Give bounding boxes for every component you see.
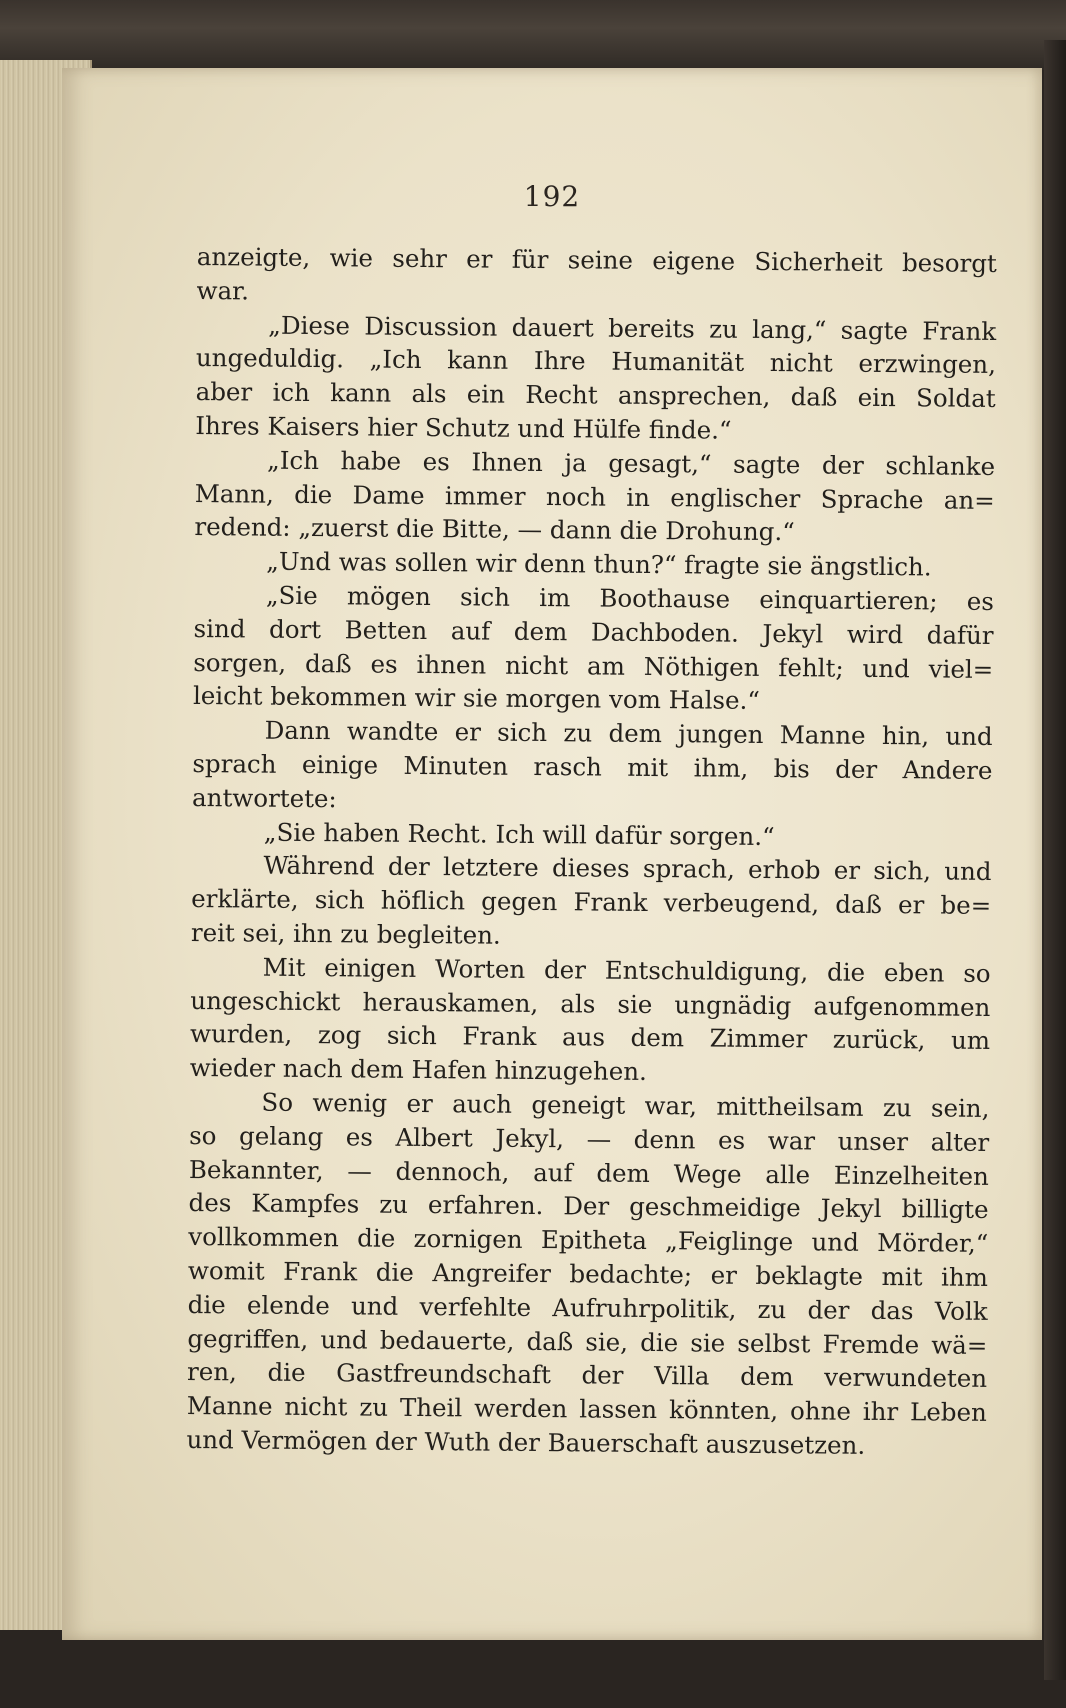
text-line: womit Frank die Angreifer bedachte; er beklagte mit ihm xyxy=(187,1255,989,1292)
page-number: 192 xyxy=(523,180,581,213)
text-line: vollkommen die zornigen Epitheta „Feiglinge und Mörder,“ xyxy=(188,1222,989,1259)
text-line: Ihres Kaisers hier Schutz und Hülfe finde.“ xyxy=(195,410,732,445)
text-line: sorgen, daß es ihnen nicht am Nöthigen fehlt; und viel= xyxy=(193,647,994,684)
text-line: Mann, die Dame immer noch in englischer Sprache an= xyxy=(194,478,995,515)
text-line: ungeschickt herauskamen, als sie ungnädig aufgenommen xyxy=(190,985,991,1022)
text-line: „Sie mögen sich im Boothause einquartieren; es xyxy=(265,580,995,616)
text-line: erklärte, sich höflich gegen Frank verbeugend, daß er be= xyxy=(191,884,992,921)
text-line: „Diese Discussion dauert bereits zu lang,“ sagte Frank xyxy=(268,310,997,346)
text-line: anzeigte, wie sehr er für seine eigene Sicherheit besorgt xyxy=(196,241,997,278)
text-line: sind dort Betten auf dem Dachboden. Jekyl wird dafür xyxy=(193,613,994,650)
text-line: reit sei, ihn zu begleiten. xyxy=(190,917,501,950)
text-line: redend: „zuerst die Bitte, — dann die Drohung.“ xyxy=(194,512,795,547)
text-line: so gelang es Albert Jekyl, — denn es war unser alter xyxy=(189,1120,990,1157)
body-text xyxy=(186,240,997,1464)
text-line: leicht bekommen wir sie morgen vom Halse.“ xyxy=(192,681,761,716)
book-cover-right xyxy=(1044,40,1066,1680)
text-line: sprach einige Minuten rasch mit ihm, bis der Andere xyxy=(192,748,993,785)
text-line: So wenig er auch geneigt war, mittheilsam zu sein, xyxy=(261,1087,990,1123)
text-line: „Sie haben Recht. Ich will dafür sorgen.“ xyxy=(263,817,775,851)
text-line: Bekannter, — dennoch, auf dem Wege alle Einzelheiten xyxy=(188,1154,989,1191)
text-line: antwortete: xyxy=(192,782,337,813)
text-line: des Kampfes zu erfahren. Der geschmeidige Jekyl billigte xyxy=(188,1188,989,1225)
text-line: wurden, zog sich Frank aus dem Zimmer zurück, um xyxy=(189,1019,991,1056)
text-line: ren, die Gastfreundschaft der Villa dem verwundeten xyxy=(186,1357,988,1394)
text-line: gegriffen, und bedauerte, daß sie, die sie selbst Fremde wä= xyxy=(187,1323,988,1360)
text-line: wieder nach dem Hafen hinzugehen. xyxy=(189,1053,647,1087)
text-line: war. xyxy=(196,275,250,306)
text-line: ungeduldig. „Ich kann Ihre Humanität nicht erzwingen, xyxy=(195,343,997,380)
text-line: und Vermögen der Wuth der Bauerschaft auszusetzen. xyxy=(186,1424,866,1460)
text-line: Dann wandte er sich zu dem jungen Manne hin, und xyxy=(264,715,993,752)
text-line: aber ich kann als ein Recht ansprechen, daß ein Soldat xyxy=(195,377,996,414)
text-line: Während der letztere dieses sprach, erhob er sich, und xyxy=(263,850,992,887)
text-line: Mit einigen Worten der Entschuldigung, die eben so xyxy=(262,952,991,988)
text-line: „Und was sollen wir denn thun?“ fragte sie ängstlich. xyxy=(266,546,932,582)
text-line: Manne nicht zu Theil werden lassen könnten, ohne ihr Leben xyxy=(186,1391,987,1428)
book-page xyxy=(62,68,1042,1640)
text-line: die elende und verfehlte Aufruhrpolitik, zu der das Volk xyxy=(187,1289,988,1326)
text-line: „Ich habe es Ihnen ja gesagt,“ sagte der schlanke xyxy=(266,445,996,481)
book-cover-top xyxy=(0,0,1066,70)
